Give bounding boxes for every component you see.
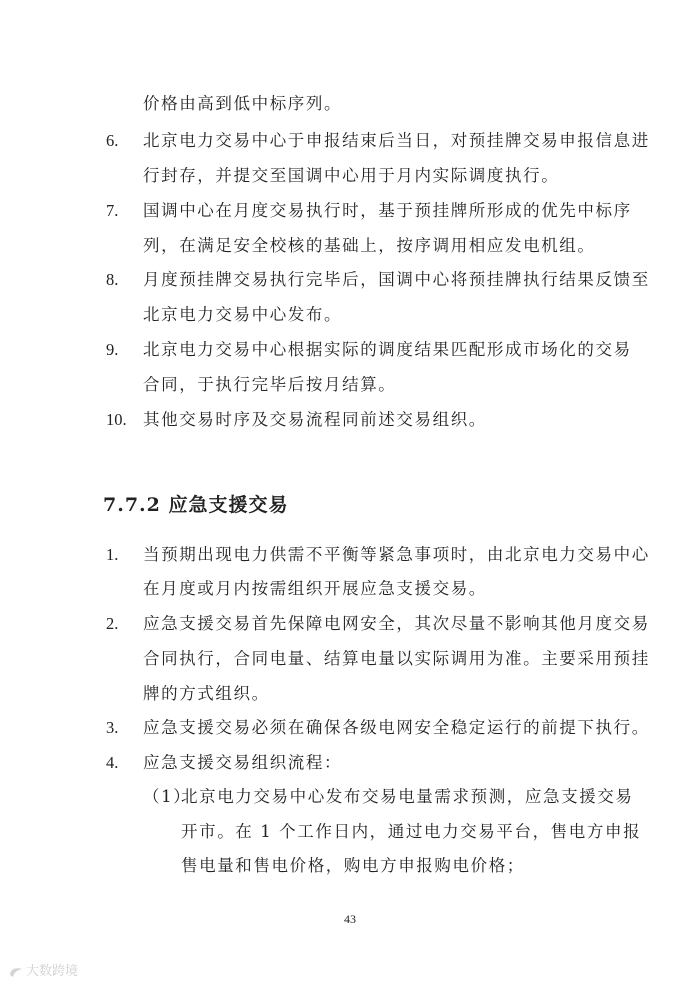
item-text-line: 当预期出现电力供需不平衡等紧急事项时，由北京电力交易中心 <box>143 545 650 564</box>
continuation-line: 价格由高到低中标序列。 <box>143 94 343 113</box>
item-text-line: 国调中心在月度交易执行时，基于预挂牌所形成的优先中标序 <box>143 201 632 220</box>
item-number: 1. <box>106 545 119 564</box>
item-number: 2. <box>106 614 119 633</box>
watermark-logo-icon <box>8 965 24 979</box>
watermark <box>8 960 78 979</box>
item-text-line: 应急支援交易组织流程： <box>143 753 343 772</box>
subitem-text-line: 开市。在 1 个工作日内，通过电力交易平台，售电方申报 <box>181 822 642 841</box>
subitem-text-line: 售电量和售电价格，购电方申报购电价格； <box>181 856 525 875</box>
section-title: 应急支援交易 <box>168 494 289 516</box>
watermark-text: 大数跨境 <box>26 964 79 979</box>
subitem-text-line: 北京电力交易中心发布交易电量需求预测，应急支援交易 <box>181 787 634 806</box>
item-text-line: 其他交易时序及交易流程同前述交易组织。 <box>143 410 487 429</box>
item-number: 8. <box>106 270 119 289</box>
item-text-line: 应急支援交易首先保障电网安全，其次尽量不影响其他月度交易 <box>143 614 650 633</box>
item-text-line: 列，在满足安全校核的基础上，按序调用相应发电机组。 <box>143 236 596 255</box>
item-number: 10. <box>106 410 127 429</box>
item-text-line: 合同执行，合同电量、结算电量以实际调用为准。主要采用预挂 <box>143 649 650 668</box>
item-text-line: 在月度或月内按需组织开展应急支援交易。 <box>143 579 487 598</box>
section-number: 7.7.2 <box>103 494 161 516</box>
item-text-line: 合同，于执行完毕后按月结算。 <box>143 375 397 394</box>
item-text-line: 行封存，并提交至国调中心用于月内实际调度执行。 <box>143 166 560 185</box>
item-number: 6. <box>106 131 119 150</box>
item-text-line: 月度预挂牌交易执行完毕后，国调中心将预挂牌执行结果反馈至 <box>143 270 650 289</box>
item-text-line: 北京电力交易中心根据实际的调度结果匹配形成市场化的交易 <box>143 340 632 359</box>
subitem-number: （1） <box>143 787 192 806</box>
item-number: 7. <box>106 201 119 220</box>
page-number: 43 <box>344 912 356 926</box>
item-text-line: 北京电力交易中心发布。 <box>143 305 343 324</box>
item-text-line: 应急支援交易必须在确保各级电网安全稳定运行的前提下执行。 <box>143 718 650 737</box>
item-number: 3. <box>106 718 119 737</box>
item-text-line: 牌的方式组织。 <box>143 684 270 703</box>
item-number: 9. <box>106 340 119 359</box>
item-number: 4. <box>106 753 119 772</box>
item-text-line: 北京电力交易中心于申报结束后当日，对预挂牌交易申报信息进 <box>143 131 650 150</box>
section-heading <box>103 490 289 517</box>
